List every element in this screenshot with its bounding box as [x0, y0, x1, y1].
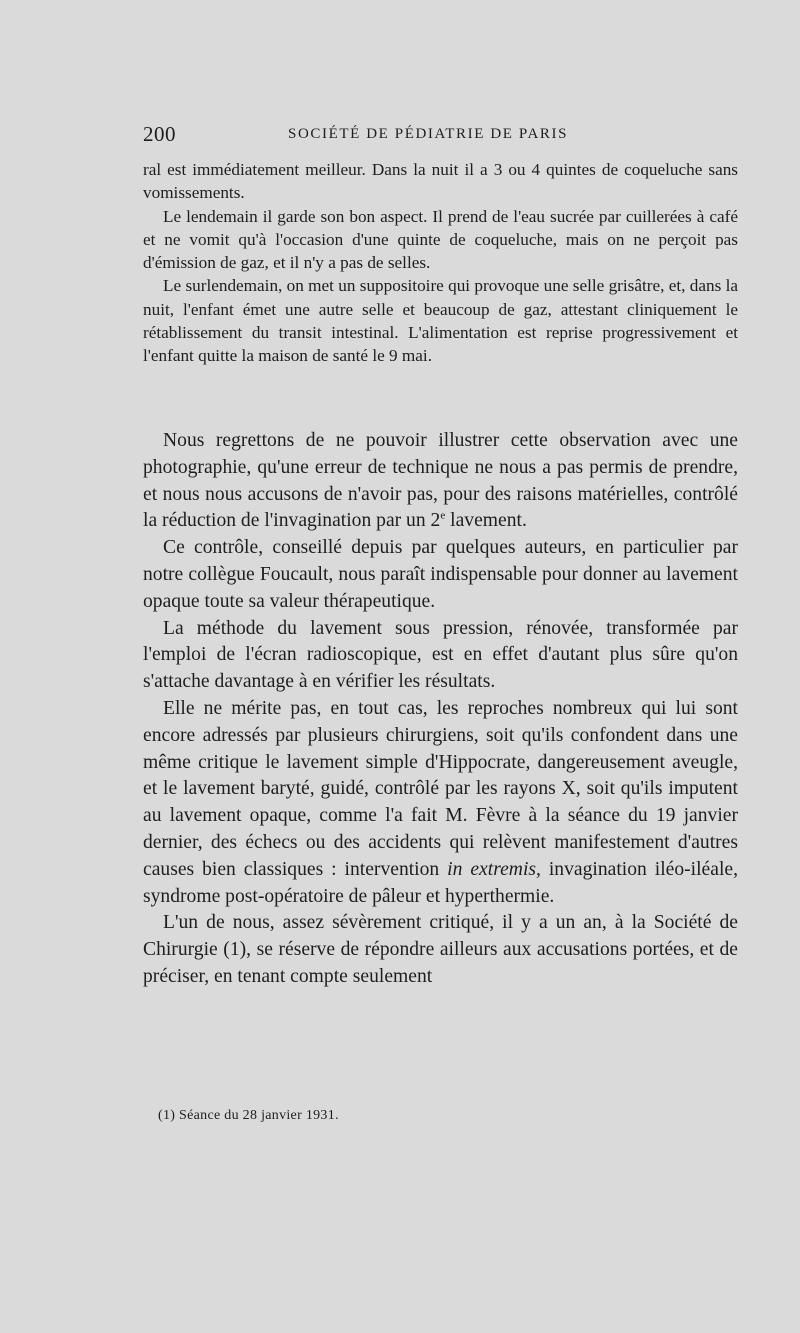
paragraph-continuation: ral est immédiatement meilleur. Dans la nuit il a 3 ou 4 quintes de coqueluche sans vomissements. [143, 160, 738, 203]
paragraph-lendemain: Le lendemain il garde son bon aspect. Il prend de l'eau sucrée par cuillerées à café et ne vomit qu'à l'occasion d'une quinte de coqueluche, mais on ne perçoit pas d'émission de gaz, et il n'y a pas de selles. [143, 206, 738, 273]
italic-phrase: in extremis, [447, 858, 541, 880]
page-header [143, 122, 738, 152]
paragraph-controle: Ce contrôle, conseillé depuis par quelques auteurs, en particulier par notre collègue Foucault, nous paraît indispensable pour donner au lavement opaque toute sa valeur thérapeutique. [143, 537, 738, 612]
paragraph-text: invagination iléo-iléale, syndrome post-opératoire de pâleur et hyperthermie. [143, 858, 738, 907]
paragraph-methode: La méthode du lavement sous pression, rénovée, transformée par l'emploi de l'écran radioscopique, est en effet d'autant plus sûre qu'on s'attache davantage à en vérifier les résultats. [143, 617, 738, 693]
superscript: e [440, 509, 446, 522]
running-title: SOCIÉTÉ DE PÉDIATRIE DE PARIS [288, 126, 569, 142]
paragraph-text: lavement. [445, 510, 527, 532]
paragraph-surlendemain: Le surlendemain, on met un suppositoire qui provoque une selle grisâtre, et, dans la nuit, l'enfant émet une autre selle et beaucoup de gaz, attestant cliniquement le rétablissement du transit intestinal. L'alimentation est reprise progressivement et l'enfant quitte la maison de santé le 9 mai. [143, 276, 738, 366]
paragraph-regrettons [143, 428, 738, 535]
discussion-text [143, 428, 738, 991]
paragraph-text: Nous regrettons de ne pouvoir illustrer cette observation avec une photographie, qu'une erreur de technique ne nous a pas permis de prendre, et nous nous accusons de n'avoir pas, pour des raisons matérielles, contrôlé la réduction de l'invagination par un 2 [143, 430, 738, 532]
page-number: 200 [143, 122, 176, 146]
observation-text [143, 158, 738, 368]
paragraph-critique: L'un de nous, assez sévèrement critiqué, il y a un an, à la Société de Chirurgie (1), se réserve de répondre ailleurs aux accusations portées, et de préciser, en tenant compte seulement [143, 912, 738, 987]
footnote: (1) Séance du 28 janvier 1931. [158, 1108, 339, 1123]
paragraph-reproches [143, 696, 738, 910]
paragraph-text: Elle ne mérite pas, en tout cas, les reproches nombreux qui lui sont encore adressés par plusieurs chirurgiens, soit qu'ils confondent dans une même critique le lavement simple d'Hippocrate, dangereusement aveugle, et le lavement baryté, guidé, contrôlé par les rayons X, soit qu'ils imputent au lavement opaque, comme l'a fait M. Fèvre à la séance du 19 janvier dernier, des échecs ou des accidents qui relèvent manifestement d'autres causes bien classiques : intervention [143, 697, 738, 880]
